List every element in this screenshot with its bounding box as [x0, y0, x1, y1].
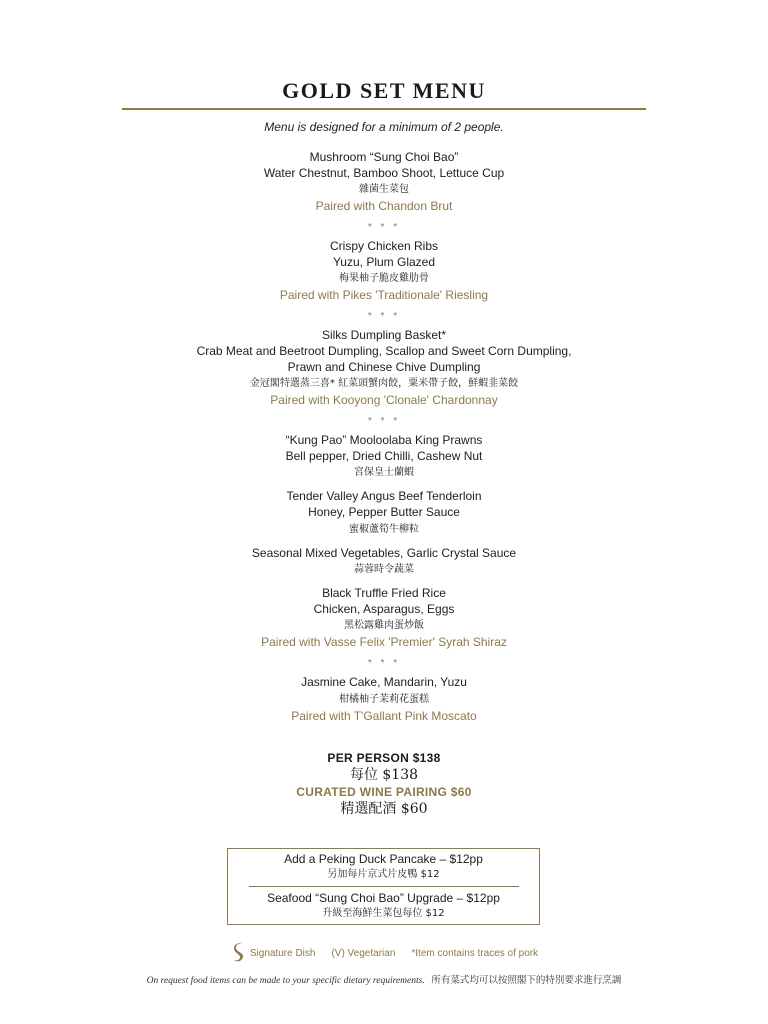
dish-name-zh: 梅果柚子脆皮雞肋骨 — [339, 273, 429, 285]
addon-label-zh: 另加每片京式片皮鴨 $12 — [327, 869, 440, 880]
legend-signature — [230, 941, 316, 965]
addons-box — [227, 848, 540, 925]
wine-pairing: Paired with T'Gallant Pink Moscato — [291, 708, 477, 723]
menu-courses — [0, 150, 768, 725]
per-person-price: PER PERSON $138 — [327, 751, 441, 765]
wine-pairing: Paired with Pikes 'Traditionale' Riesling — [279, 288, 489, 303]
dietary-note-en: On request food items can be made to your specific dietary requirements. — [146, 976, 425, 986]
course-separator: * * * — [367, 416, 401, 428]
menu-course — [0, 675, 768, 725]
addon-divider — [249, 886, 519, 887]
addon-label-zh: 升級至海鮮生菜包每位 $12 — [322, 908, 445, 919]
dish-description: Yuzu, Plum Glazed — [332, 254, 436, 269]
dish-description: Water Chestnut, Bamboo Shoot, Lettuce Cup — [263, 165, 505, 180]
silks-swirl-icon — [230, 941, 250, 965]
course-separator: * * * — [367, 658, 401, 670]
menu-dish — [0, 675, 768, 708]
course-separator: * * * — [367, 222, 401, 234]
course-separator: * * * — [367, 311, 401, 323]
menu-dish — [0, 546, 768, 579]
menu-dish — [0, 150, 768, 198]
addon-label: Seafood “Sung Choi Bao” Upgrade – $12pp — [267, 891, 500, 905]
menu-course — [0, 328, 768, 409]
menu-dish — [0, 433, 768, 481]
dish-name-zh: 蜜椒蘆筍牛柳粒 — [349, 523, 419, 535]
dish-name-zh: 蒜蓉時令蔬菜 — [354, 564, 414, 576]
dish-description: “Kung Pao” Mooloolaba King Prawns — [285, 433, 483, 448]
per-person-price-zh: 每位 $138 — [349, 767, 419, 783]
addon-item — [228, 849, 539, 883]
dietary-note — [0, 972, 768, 986]
page-title: GOLD SET MENU — [282, 78, 486, 103]
legend-pork: *Item contains traces of pork — [411, 947, 539, 959]
wine-pairing-price-zh: 精選配酒 $60 — [340, 801, 428, 817]
dish-description: Bell pepper, Dried Chilli, Cashew Nut — [285, 448, 483, 463]
dish-name-zh: 雜菌生菜包 — [359, 184, 409, 196]
dish-description: Black Truffle Fried Rice — [322, 586, 446, 601]
wine-pairing-price: CURATED WINE PAIRING $60 — [296, 785, 472, 799]
dish-name-zh: 金冠閣特選蒸三喜* 紅菜頭蟹肉餃，粟米帶子餃，鮮蝦韭菜餃 — [249, 378, 519, 390]
dish-name-zh: 黑松露雞肉蛋炒飯 — [344, 620, 424, 632]
dish-description: Seasonal Mixed Vegetables, Garlic Crystal Sauce — [251, 545, 517, 560]
menu-dish — [0, 328, 768, 392]
menu-course — [0, 150, 768, 215]
menu-dish — [0, 489, 768, 537]
wine-pairing: Paired with Kooyong 'Clonale' Chardonnay — [270, 393, 498, 408]
pricing — [0, 751, 768, 819]
legend-vegetarian: (V) Vegetarian — [331, 947, 396, 959]
menu-course — [0, 433, 768, 651]
wine-pairing: Paired with Chandon Brut — [315, 199, 453, 214]
dish-description: Prawn and Chinese Chive Dumpling — [287, 359, 481, 374]
dish-description: Crab Meat and Beetroot Dumpling, Scallop and Sweet Corn Dumpling, — [196, 343, 572, 358]
dish-description: Jasmine Cake, Mandarin, Yuzu — [301, 675, 467, 690]
menu-course — [0, 239, 768, 304]
dish-name-zh: 宮保皇士蘭蝦 — [354, 467, 414, 479]
dish-description: Mushroom “Sung Choi Bao” — [309, 150, 459, 164]
wine-pairing: Paired with Vasse Felix 'Premier' Syrah Shiraz — [261, 635, 507, 650]
dish-description: Tender Valley Angus Beef Tenderloin — [286, 489, 482, 504]
menu-dish — [0, 586, 768, 634]
dish-description: Crispy Chicken Ribs — [329, 239, 439, 254]
addon-item — [228, 890, 539, 922]
title-divider — [122, 108, 646, 110]
menu-dish — [0, 239, 768, 287]
dish-description: Honey, Pepper Butter Sauce — [308, 504, 460, 519]
legend-signature-label: Signature Dish — [249, 947, 316, 959]
dish-name-zh: 柑橘柚子茉莉花蛋糕 — [339, 693, 429, 705]
addon-label: Add a Peking Duck Pancake – $12pp — [284, 852, 483, 866]
dish-description: Chicken, Asparagus, Eggs — [313, 601, 455, 616]
dietary-note-zh: 所有菜式均可以按照閣下的特別要求進行烹調 — [431, 975, 622, 986]
dish-description: Silks Dumpling Basket* — [321, 328, 447, 343]
menu-subtitle: Menu is designed for a minimum of 2 people. — [264, 120, 504, 134]
legend — [0, 941, 768, 965]
